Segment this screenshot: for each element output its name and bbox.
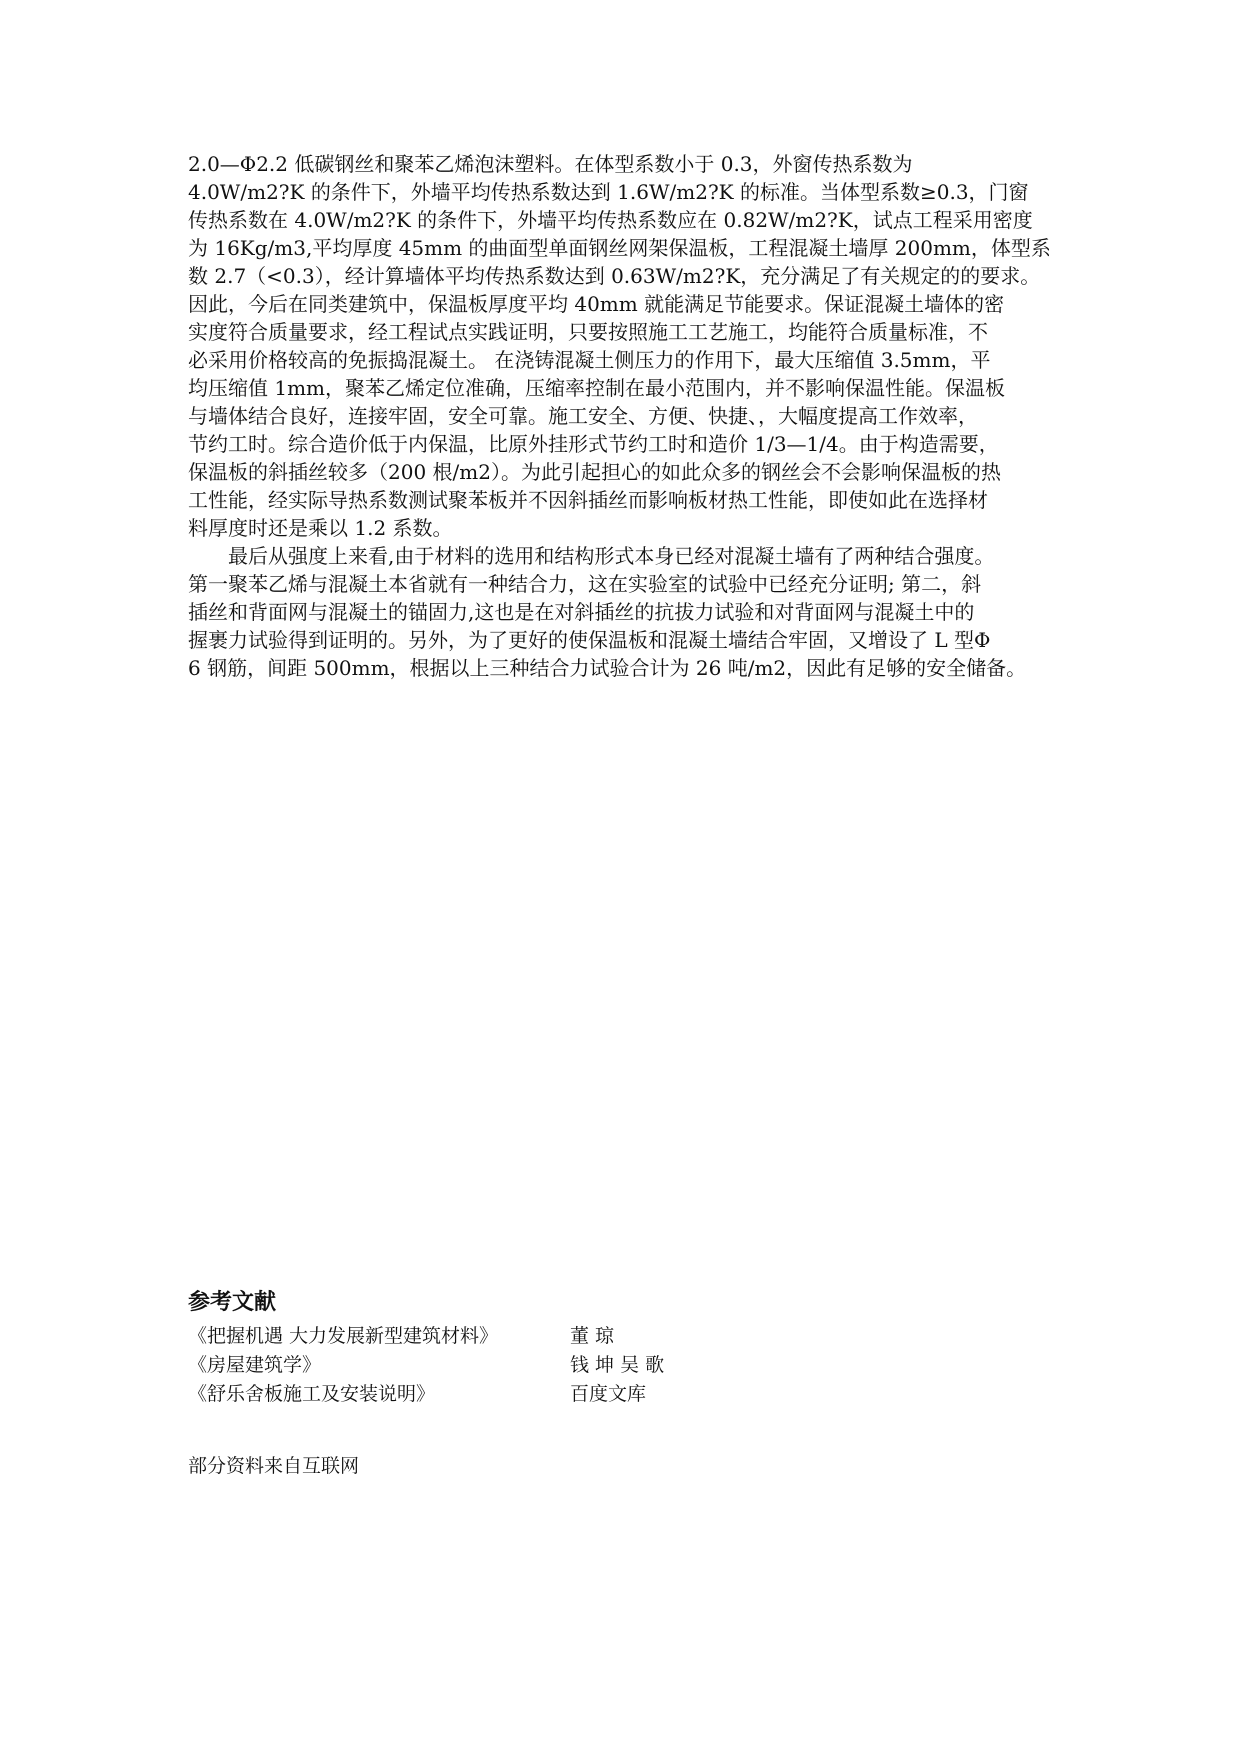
- source-note: 部分资料来自互联网: [188, 1455, 360, 1477]
- body-line: 握裹力试验得到证明的。另外，为了更好的使保温板和混凝土墙结合牢固，又增设了 L 型Φ: [188, 628, 991, 652]
- reference-title: 《房屋建筑学》: [188, 1354, 322, 1376]
- body-line: 4.0W/m2?K 的条件下，外墙平均传热系数达到 1.6W/m2?K 的标准。当体型系数≥0.3，门窗: [188, 180, 1029, 204]
- body-line: 保温板的斜插丝较多（200 根/m2）。为此引起担心的如此众多的钢丝会不会影响保温板的热: [188, 460, 1001, 484]
- references-heading: 参考文献: [188, 1290, 277, 1315]
- reference-title: 《把握机遇 大力发展新型建筑材料》: [188, 1325, 499, 1347]
- body-line: 必采用价格较高的免振捣混凝土。 在浇铸混凝土侧压力的作用下，最大压缩值 3.5mm，平: [188, 348, 991, 372]
- reference-title: 《舒乐舍板施工及安装说明》: [188, 1383, 436, 1405]
- body-line: 与墙体结合良好，连接牢固，安全可靠。施工安全、方便、快捷、，大幅度提高工作效率，: [188, 404, 978, 428]
- body-text: [188, 150, 1058, 682]
- body-line: 传热系数在 4.0W/m2?K 的条件下，外墙平均传热系数应在 0.82W/m2?K，试点工程采用密度: [188, 208, 1033, 232]
- reference-author: 董 琼: [570, 1325, 615, 1347]
- reference-item: [188, 1322, 1058, 1351]
- body-line: 数 2.7（<0.3），经计算墙体平均传热系数达到 0.63W/m2?K，充分满足了有关规定的的要求。: [188, 264, 1041, 288]
- reference-author: 钱 坤 吴 歌: [570, 1354, 665, 1376]
- body-line: 均压缩值 1mm，聚苯乙烯定位准确，压缩率控制在最小范围内，并不影响保温性能。保温板: [188, 376, 1006, 400]
- reference-item: [188, 1380, 1058, 1409]
- reference-author: 百度文库: [570, 1383, 647, 1405]
- body-line: 2.0—Φ2.2 低碳钢丝和聚苯乙烯泡沫塑料。在体型系数小于 0.3，外窗传热系数为: [188, 152, 913, 176]
- reference-item: [188, 1351, 1058, 1380]
- body-line: 第一聚苯乙烯与混凝土本省就有一种结合力，这在实验室的试验中已经充分证明; 第二，斜: [188, 572, 982, 596]
- body-line: 节约工时。综合造价低于内保温，比原外挂形式节约工时和造价 1/3—1/4。由于构造需要，: [188, 432, 999, 456]
- body-line: 实度符合质量要求，经工程试点实践证明，只要按照施工工艺施工，均能符合质量标准，不: [188, 320, 988, 344]
- body-line: 料厚度时还是乘以 1.2 系数。: [188, 516, 453, 540]
- body-line: 为 16Kg/m3,平均厚度 45mm 的曲面型单面钢丝网架保温板，工程混凝土墙厚 200mm，体型系: [188, 236, 1051, 260]
- body-line: 因此，今后在同类建筑中，保温板厚度平均 40mm 就能满足节能要求。保证混凝土墙体的密: [188, 292, 1005, 316]
- body-line: 工性能，经实际导热系数测试聚苯板并不因斜插丝而影响板材热工性能，即使如此在选择材: [188, 488, 988, 512]
- body-line: 插丝和背面网与混凝土的锚固力,这也是在对斜插丝的抗拔力试验和对背面网与混凝土中的: [188, 600, 975, 624]
- body-line: 最后从强度上来看,由于材料的选用和结构形式本身已经对混凝土墙有了两种结合强度。: [188, 544, 995, 568]
- references-section: [188, 1288, 1058, 1409]
- body-line: 6 钢筋，间距 500mm，根据以上三种结合力试验合计为 26 吨/m2，因此有足够的安全储备。: [188, 656, 1027, 680]
